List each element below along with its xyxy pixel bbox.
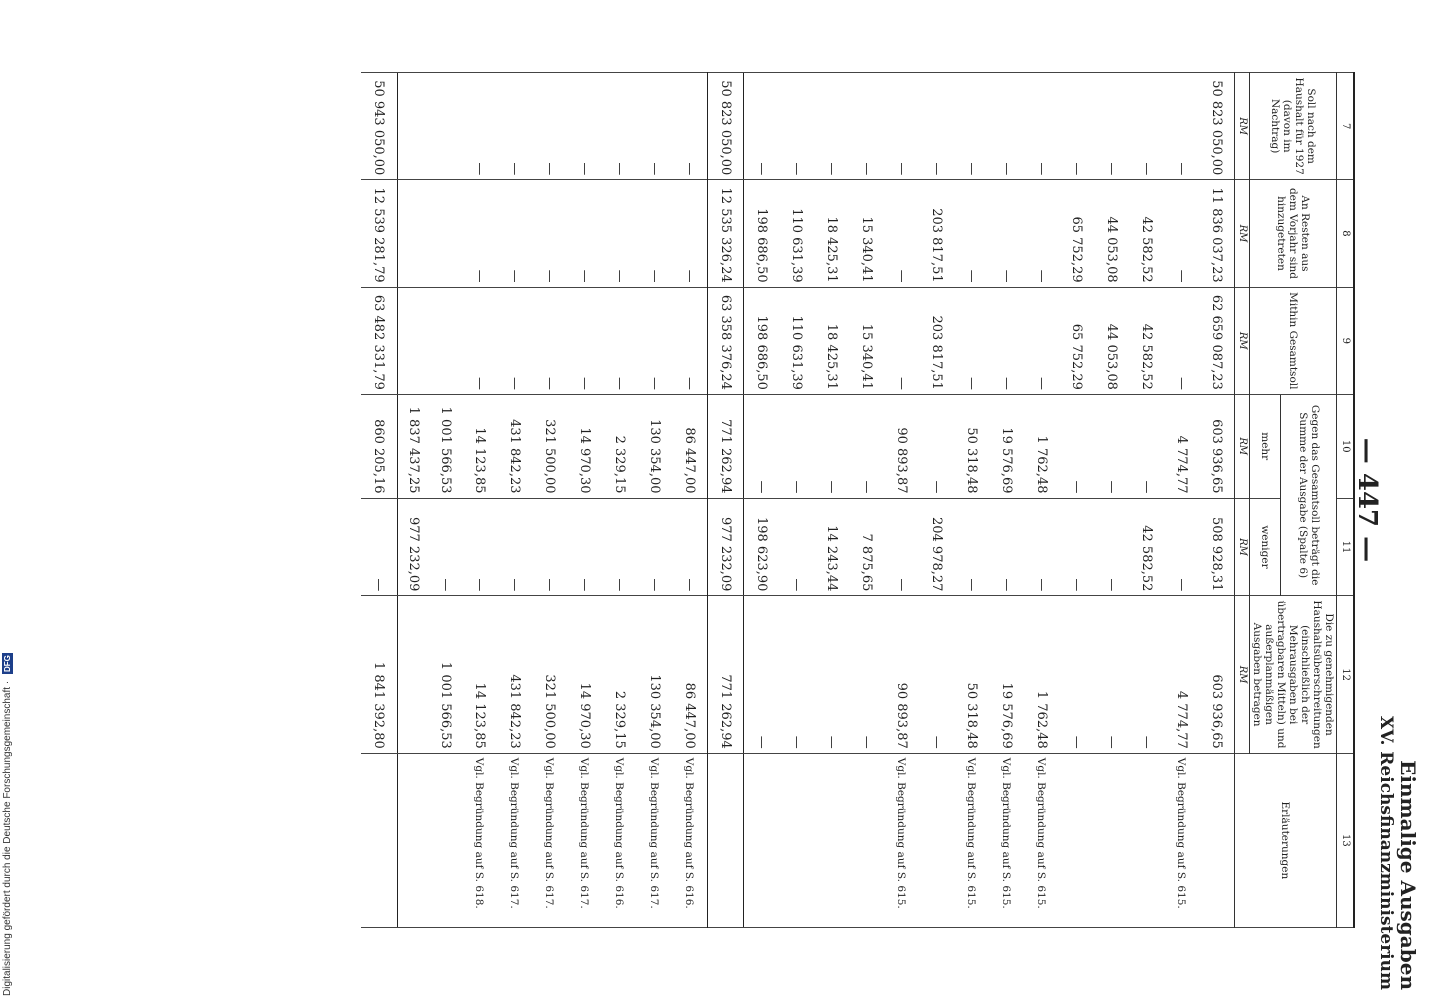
col-number: 13 (1337, 753, 1355, 927)
cell-erlaeuterung (849, 753, 884, 927)
table-body-upper (744, 73, 1235, 928)
cell-gesamtsoll: — (884, 287, 919, 394)
col-number: 8 (1337, 180, 1355, 287)
cell-mehr: 19 576,69 (989, 394, 1024, 498)
cell-mehr: 860 205,16 (361, 394, 398, 498)
table-row (989, 73, 1024, 928)
cell-weniger: — (672, 498, 708, 596)
cell-weniger: — (430, 498, 462, 596)
table-row (814, 73, 849, 928)
page-number: — 447 — (1352, 437, 1382, 563)
cell-erlaeuterung (708, 753, 744, 927)
table-row (672, 73, 708, 928)
cell-erlaeuterung: Vgl. Begründung auf S. 615. (989, 753, 1024, 927)
cell-soll (398, 73, 431, 180)
cell-reste: — (989, 180, 1024, 287)
cell-gesamtsoll: — (462, 287, 497, 394)
cell-weniger: 508 928,31 (1199, 498, 1235, 596)
cell-erlaeuterung: Vgl. Begründung auf S. 617. (532, 753, 567, 927)
cell-gesamtsoll: 44 053,08 (1094, 287, 1129, 394)
header-gesamtsoll: Mithin Gesamtsoll (1250, 287, 1337, 394)
cell-mehr: 4 774,77 (1164, 394, 1199, 498)
cell-erlaeuterung: Vgl. Begründung auf S. 615. (1024, 753, 1059, 927)
table-total (361, 73, 398, 928)
cell-soll: — (1094, 73, 1129, 180)
cell-mehr: 771 262,94 (708, 394, 744, 498)
header-soll: Soll nach dem Haushalt für 1927 (davon im Nachtrag) (1250, 73, 1337, 180)
cell-reste: — (567, 180, 602, 287)
cell-soll: 50 823 050,00 (708, 73, 744, 180)
cell-gesamtsoll: — (532, 287, 567, 394)
cell-erlaeuterung (398, 753, 431, 927)
cell-weniger: — (497, 498, 532, 596)
cell-reste: — (1024, 180, 1059, 287)
table-row (779, 73, 814, 928)
cell-reste: 15 340,41 (849, 180, 884, 287)
cell-weniger: 977 232,09 (398, 498, 431, 596)
table-row (1129, 73, 1164, 928)
cell-erlaeuterung: Vgl. Begründung auf S. 615. (1164, 753, 1199, 927)
cell-weniger: 977 232,09 (708, 498, 744, 596)
ministry-title: XV. Reichsfinanzministerium (1376, 716, 1396, 990)
cell-soll (430, 73, 462, 180)
cell-gesamtsoll: — (637, 287, 672, 394)
cell-weniger: 42 582,52 (1129, 498, 1164, 596)
cell-gesamtsoll: — (989, 287, 1024, 394)
cell-reste: — (462, 180, 497, 287)
cell-erlaeuterung (1199, 753, 1235, 927)
col-number: 9 (1337, 287, 1355, 394)
cell-gesamtsoll: 42 582,52 (1129, 287, 1164, 394)
cell-soll: — (1024, 73, 1059, 180)
cell-weniger: — (1164, 498, 1199, 596)
cell-erlaeuterung (1094, 753, 1129, 927)
cell-erlaeuterung: Vgl. Begründung auf S. 617. (497, 753, 532, 927)
table-row (567, 73, 602, 928)
cell-soll: — (954, 73, 989, 180)
table-row (497, 73, 532, 928)
cell-erlaeuterung (744, 753, 780, 927)
cell-soll: — (989, 73, 1024, 180)
cell-weniger: — (1024, 498, 1059, 596)
cell-reste: 44 053,08 (1094, 180, 1129, 287)
cell-ueberschreitung: 771 262,94 (708, 596, 744, 753)
cell-ueberschreitung: 19 576,69 (989, 596, 1024, 753)
cell-erlaeuterung (430, 753, 462, 927)
cell-weniger: — (954, 498, 989, 596)
cell-erlaeuterung: Vgl. Begründung auf S. 616. (672, 753, 708, 927)
cell-reste: — (497, 180, 532, 287)
table-row (849, 73, 884, 928)
cell-gesamtsoll: 15 340,41 (849, 287, 884, 394)
cell-gesamtsoll: — (602, 287, 637, 394)
cell-mehr: 1 762,48 (1024, 394, 1059, 498)
table-body-lower (462, 73, 708, 928)
cell-soll: 50 943 050,00 (361, 73, 398, 180)
header-reste: An Resten aus dem Vorjahr sind hinzugetreten (1250, 180, 1337, 287)
cell-gesamtsoll: 198 686,50 (744, 287, 780, 394)
cell-mehr: — (1059, 394, 1094, 498)
cell-weniger: 204 978,27 (919, 498, 954, 596)
cell-reste: — (672, 180, 708, 287)
cell-gesamtsoll: 18 425,31 (814, 287, 849, 394)
cell-erlaeuterung: Vgl. Begründung auf S. 615. (954, 753, 989, 927)
header-mehr: mehr (1250, 394, 1281, 498)
cell-weniger: — (602, 498, 637, 596)
cell-mehr: — (919, 394, 954, 498)
table-row (1024, 73, 1059, 928)
cell-reste: 11 836 037,23 (1199, 180, 1235, 287)
credit-text: Digitalisierung gefördert durch die Deutsche Forschungsgemeinschaft (2, 686, 13, 996)
unit-label: RM (1235, 73, 1250, 180)
cell-mehr: 14 123,85 (462, 394, 497, 498)
cell-reste: 12 539 281,79 (361, 180, 398, 287)
cell-mehr: — (744, 394, 780, 498)
cell-mehr: 2 329,15 (602, 394, 637, 498)
unit-label: RM (1235, 596, 1250, 753)
col-number: 11 (1337, 498, 1355, 596)
cell-mehr: 1 837 437,25 (398, 394, 431, 498)
cell-soll: — (672, 73, 708, 180)
cell-soll: — (567, 73, 602, 180)
table-row (1059, 73, 1094, 928)
cell-gesamtsoll: — (1164, 287, 1199, 394)
cell-soll: — (462, 73, 497, 180)
cell-weniger: 14 243,44 (814, 498, 849, 596)
cell-reste: 203 817,51 (919, 180, 954, 287)
cell-reste: — (602, 180, 637, 287)
table-row (744, 73, 780, 928)
table-row (462, 73, 497, 928)
cell-ueberschreitung: 90 893,87 (884, 596, 919, 753)
cell-ueberschreitung: — (779, 596, 814, 753)
cell-gesamtsoll (398, 287, 431, 394)
cell-reste: — (637, 180, 672, 287)
cell-gesamtsoll: 63 482 331,79 (361, 287, 398, 394)
cell-weniger: — (532, 498, 567, 596)
table-row (602, 73, 637, 928)
cell-ueberschreitung: 321 500,00 (532, 596, 567, 753)
cell-soll: — (637, 73, 672, 180)
section-title: Einmalige Ausgaben (1396, 760, 1420, 990)
cell-erlaeuterung (361, 753, 398, 927)
cell-gesamtsoll: — (497, 287, 532, 394)
cell-gesamtsoll: — (1024, 287, 1059, 394)
cell-ueberschreitung: 431 842,23 (497, 596, 532, 753)
cell-soll: — (849, 73, 884, 180)
cell-reste: — (884, 180, 919, 287)
cell-weniger: — (637, 498, 672, 596)
cell-gesamtsoll: — (954, 287, 989, 394)
table-row (637, 73, 672, 928)
cell-soll: — (779, 73, 814, 180)
cell-reste (430, 180, 462, 287)
column-header-row (1281, 73, 1337, 928)
cell-weniger: — (779, 498, 814, 596)
cell-erlaeuterung: Vgl. Begründung auf S. 617. (567, 753, 602, 927)
col-number: 12 (1337, 596, 1355, 753)
cell-weniger: — (567, 498, 602, 596)
cell-ueberschreitung: 1 762,48 (1024, 596, 1059, 753)
cell-mehr: 50 318,48 (954, 394, 989, 498)
cell-erlaeuterung: Vgl. Begründung auf S. 616. (602, 753, 637, 927)
table-row (919, 73, 954, 928)
cell-gesamtsoll: — (672, 287, 708, 394)
carry-row-b (398, 73, 431, 928)
cell-soll: — (532, 73, 567, 180)
dfg-logo: DFG (3, 655, 12, 673)
cell-mehr: 1 001 566,53 (430, 394, 462, 498)
total-row (361, 73, 398, 928)
cell-reste: 65 752,29 (1059, 180, 1094, 287)
cell-soll: — (602, 73, 637, 180)
header-gegen-gesamtsoll: Gegen das Gesamtsoll beträgt die Summe der Ausgabe (Spalte 6) (1281, 394, 1337, 595)
cell-weniger: — (361, 498, 398, 596)
header-ueberschreitungen: Die zu genehmigenden Haushaltsüberschreitungen (einschließlich der Mehrausgaben bei übertragbaren Mitteln) und außerplanmäßigen Ausgaben betragen (1250, 596, 1337, 753)
cell-ueberschreitung: — (1129, 596, 1164, 753)
cell-ueberschreitung: 2 329,15 (602, 596, 637, 753)
cell-ueberschreitung: 1 001 566,53 (430, 596, 462, 753)
cell-ueberschreitung: — (1094, 596, 1129, 753)
cell-erlaeuterung (779, 753, 814, 927)
cell-ueberschreitung: — (919, 596, 954, 753)
table-row (532, 73, 567, 928)
cell-weniger: 7 875,65 (849, 498, 884, 596)
budget-table (361, 72, 1355, 928)
cell-soll: — (1129, 73, 1164, 180)
cell-ueberschreitung: 50 318,48 (954, 596, 989, 753)
cell-ueberschreitung: 14 970,30 (567, 596, 602, 753)
cell-gesamtsoll: 62 659 087,23 (1199, 287, 1235, 394)
cell-mehr: 90 893,87 (884, 394, 919, 498)
cell-ueberschreitung: 603 936,65 (1199, 596, 1235, 753)
col-number: 10 (1337, 394, 1355, 498)
cell-reste: 18 425,31 (814, 180, 849, 287)
cell-gesamtsoll: 203 817,51 (919, 287, 954, 394)
cell-weniger: — (884, 498, 919, 596)
cell-mehr: — (1129, 394, 1164, 498)
cell-soll: — (884, 73, 919, 180)
table-subtotal (708, 73, 744, 928)
cell-reste (398, 180, 431, 287)
cell-weniger: — (1059, 498, 1094, 596)
cell-mehr: — (814, 394, 849, 498)
digitization-credit: Digitalisierung gefördert durch die Deutsche Forschungsgemeinschaft · DFG (2, 655, 13, 996)
cell-ueberschreitung: — (744, 596, 780, 753)
cell-reste: 42 582,52 (1129, 180, 1164, 287)
cell-erlaeuterung (919, 753, 954, 927)
rotated-page (50, 0, 1430, 1000)
header-erlaeuterungen: Erläuterungen (1235, 753, 1337, 927)
cell-soll: — (1059, 73, 1094, 180)
cell-mehr: 321 500,00 (532, 394, 567, 498)
cell-gesamtsoll: — (567, 287, 602, 394)
unit-label: RM (1235, 180, 1250, 287)
cell-erlaeuterung: Vgl. Begründung auf S. 615. (884, 753, 919, 927)
table-carry (398, 73, 463, 928)
cell-gesamtsoll (430, 287, 462, 394)
cell-reste: 12 535 326,24 (708, 180, 744, 287)
cell-ueberschreitung: — (814, 596, 849, 753)
cell-gesamtsoll: 65 752,29 (1059, 287, 1094, 394)
unit-label: RM (1235, 394, 1250, 498)
cell-soll: 50 823 050,00 (1199, 73, 1235, 180)
unit-label: RM (1235, 287, 1250, 394)
cell-soll: — (744, 73, 780, 180)
carry-row-a (430, 73, 462, 928)
cell-ueberschreitung: 1 841 392,80 (361, 596, 398, 753)
cell-mehr: 603 936,65 (1199, 394, 1235, 498)
cell-erlaeuterung (1129, 753, 1164, 927)
cell-erlaeuterung (1059, 753, 1094, 927)
cell-mehr: 86 447,00 (672, 394, 708, 498)
cell-reste: 110 631,39 (779, 180, 814, 287)
cell-ueberschreitung: — (1059, 596, 1094, 753)
cell-mehr: — (849, 394, 884, 498)
table-row (1094, 73, 1129, 928)
cell-mehr: — (1094, 394, 1129, 498)
cell-reste: — (954, 180, 989, 287)
unit-label: RM (1235, 498, 1250, 596)
cell-mehr: 130 354,00 (637, 394, 672, 498)
cell-weniger: — (1094, 498, 1129, 596)
cell-gesamtsoll: 63 358 376,24 (708, 287, 744, 394)
cell-weniger: — (462, 498, 497, 596)
cell-soll: — (814, 73, 849, 180)
cell-ueberschreitung: 130 354,00 (637, 596, 672, 753)
cell-reste: 198 686,50 (744, 180, 780, 287)
table-row (884, 73, 919, 928)
cell-ueberschreitung: 4 774,77 (1164, 596, 1199, 753)
cell-reste: — (1164, 180, 1199, 287)
cell-soll: — (1164, 73, 1199, 180)
table-row (954, 73, 989, 928)
subtotal-row (708, 73, 744, 928)
cell-gesamtsoll: 110 631,39 (779, 287, 814, 394)
cell-weniger: 198 623,90 (744, 498, 780, 596)
cell-ueberschreitung: 14 123,85 (462, 596, 497, 753)
table-row (1164, 73, 1199, 928)
cell-erlaeuterung: Vgl. Begründung auf S. 618. (462, 753, 497, 927)
column-number-row (1337, 73, 1355, 928)
cell-mehr: — (779, 394, 814, 498)
cell-erlaeuterung: Vgl. Begründung auf S. 617. (637, 753, 672, 927)
table-row (1199, 73, 1235, 928)
cell-mehr: 14 970,30 (567, 394, 602, 498)
col-number: 7 (1337, 73, 1355, 180)
cell-ueberschreitung (398, 596, 431, 753)
cell-soll: — (919, 73, 954, 180)
cell-mehr: 431 842,23 (497, 394, 532, 498)
header-weniger: weniger (1250, 498, 1281, 596)
cell-ueberschreitung: 86 447,00 (672, 596, 708, 753)
cell-soll: — (497, 73, 532, 180)
cell-reste: — (532, 180, 567, 287)
cell-erlaeuterung (814, 753, 849, 927)
cell-ueberschreitung: — (849, 596, 884, 753)
cell-weniger: — (989, 498, 1024, 596)
